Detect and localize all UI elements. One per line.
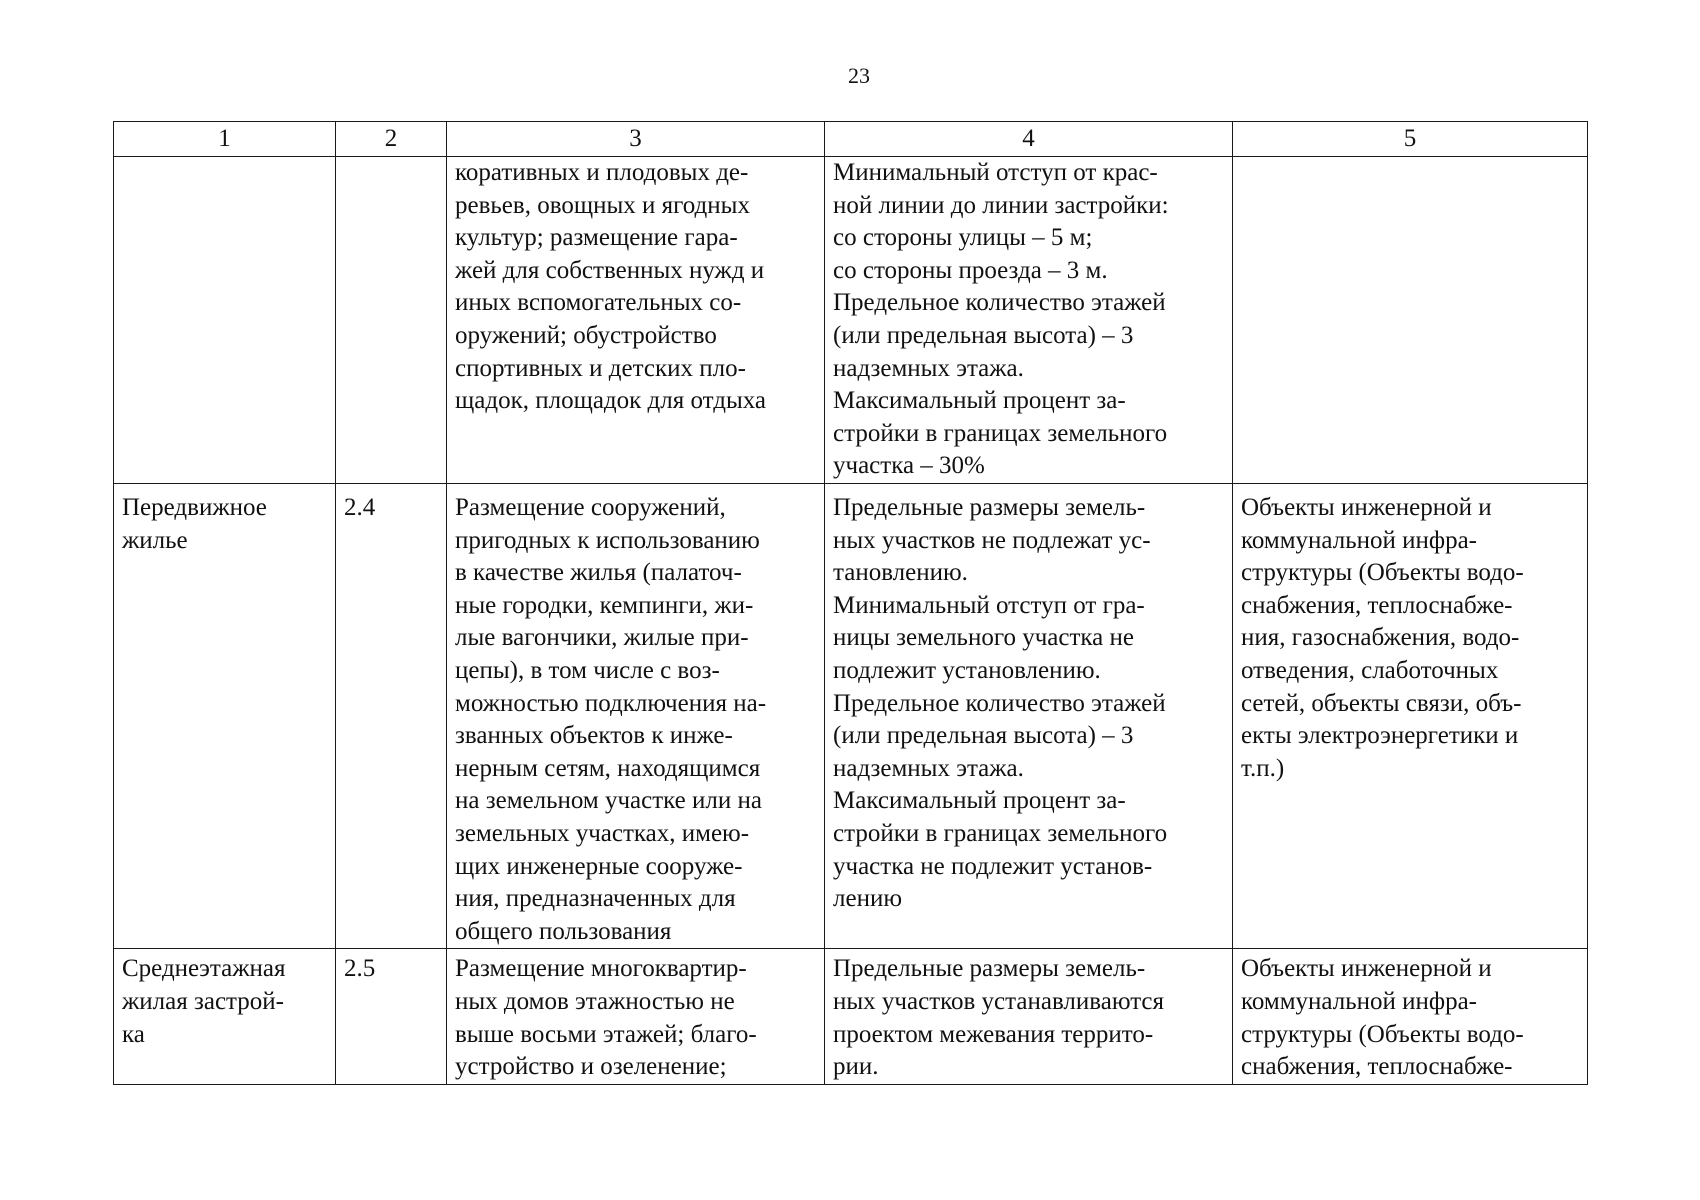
auxiliary-objects: Объекты инженерной и коммунальной инфра- структуры (Объекты водо- снабжения, теплоснабже-: [1241, 955, 1524, 1081]
column-header-4: 4: [825, 122, 1233, 157]
use-name-cell: [114, 484, 336, 949]
use-description-cell: [447, 484, 825, 949]
column-header-5: 5: [1233, 122, 1588, 157]
auxiliary-objects-cell: [1233, 484, 1588, 949]
use-parameters: Предельные размеры земель- ных участков не подлежат ус- тановлению. Минимальный отступ от гра- ницы земельного участка не подлежит установлению. Предельное количество этажей (или предельная высота) – 3 надземных этажа. Максимальный процент за- стройки в границах земельного участка не подлежит установ- лению: [833, 494, 1168, 913]
column-header-3: 3: [447, 122, 825, 157]
auxiliary-objects: Объекты инженерной и коммунальной инфра- структуры (Объекты водо- снабжения, теплоснабже- ния, газоснабжения, водо- отведения, слаботочных сетей, объекты связи, объ- екты электроэнергетики и т.п.): [1241, 494, 1524, 782]
use-code: 2.4: [344, 494, 376, 521]
use-description-cell: [447, 949, 825, 1084]
use-parameters: Минимальный отступ от крас- ной линии до линии застройки: со стороны улицы – 5 м; со стороны проезда – 3 м. Предельное количество этажей (или предельная высота) – 3 надземных этажа. Максимальный процент за- стройки в границах земельного участка – 30%: [833, 159, 1169, 480]
use-name-cell: [114, 949, 336, 1084]
use-description-cell: [447, 157, 825, 484]
auxiliary-objects-cell: [1233, 157, 1588, 484]
page-number: 23: [848, 63, 870, 88]
column-header-1: 1: [114, 122, 336, 157]
table-row: [114, 484, 1588, 949]
use-parameters-cell: [825, 484, 1233, 949]
use-name: Среднеэтажная жилая застрой- ка: [122, 955, 286, 1048]
use-description: Размещение сооружений, пригодных к использованию в качестве жилья (палаточ- ные городки, кемпинги, жи- лые вагончики, жилые при- цепы), в том числе с воз- можностью подключения на- званных объектов к инже- нерным сетям, находящимся на земельном участке или на земельных участках, имею- щих инженерные сооруже- ния, предназначенных для общего пользования: [455, 494, 767, 945]
use-code: 2.5: [344, 955, 376, 983]
table-row: [114, 949, 1588, 1084]
use-description: Размещение многоквартир- ных домов этажностью не выше восьми этажей; благо- устройство и озеленение;: [455, 955, 757, 1081]
table-header-row: [114, 122, 1588, 157]
land-use-table: [113, 121, 1588, 1085]
column-header-2: 2: [336, 122, 447, 157]
use-name: Передвижное жилье: [122, 494, 267, 554]
use-name-cell: [114, 157, 336, 484]
use-code-cell: [336, 949, 447, 1084]
auxiliary-objects-cell: [1233, 949, 1588, 1084]
use-code-cell: [336, 157, 447, 484]
use-code-cell: [336, 484, 447, 949]
use-parameters-cell: [825, 157, 1233, 484]
use-parameters-cell: [825, 949, 1233, 1084]
use-description: коративных и плодовых де- ревьев, овощных и ягодных культур; размещение гара- жей для собственных нужд и иных вспомогательных со- оружений; обустройство спортивных и детских пло- щадок, площадок для отдыха: [455, 159, 767, 415]
use-parameters: Предельные размеры земель- ных участков устанавливаются проектом межевания террито- рии.: [833, 955, 1165, 1081]
table-row: [114, 157, 1588, 484]
